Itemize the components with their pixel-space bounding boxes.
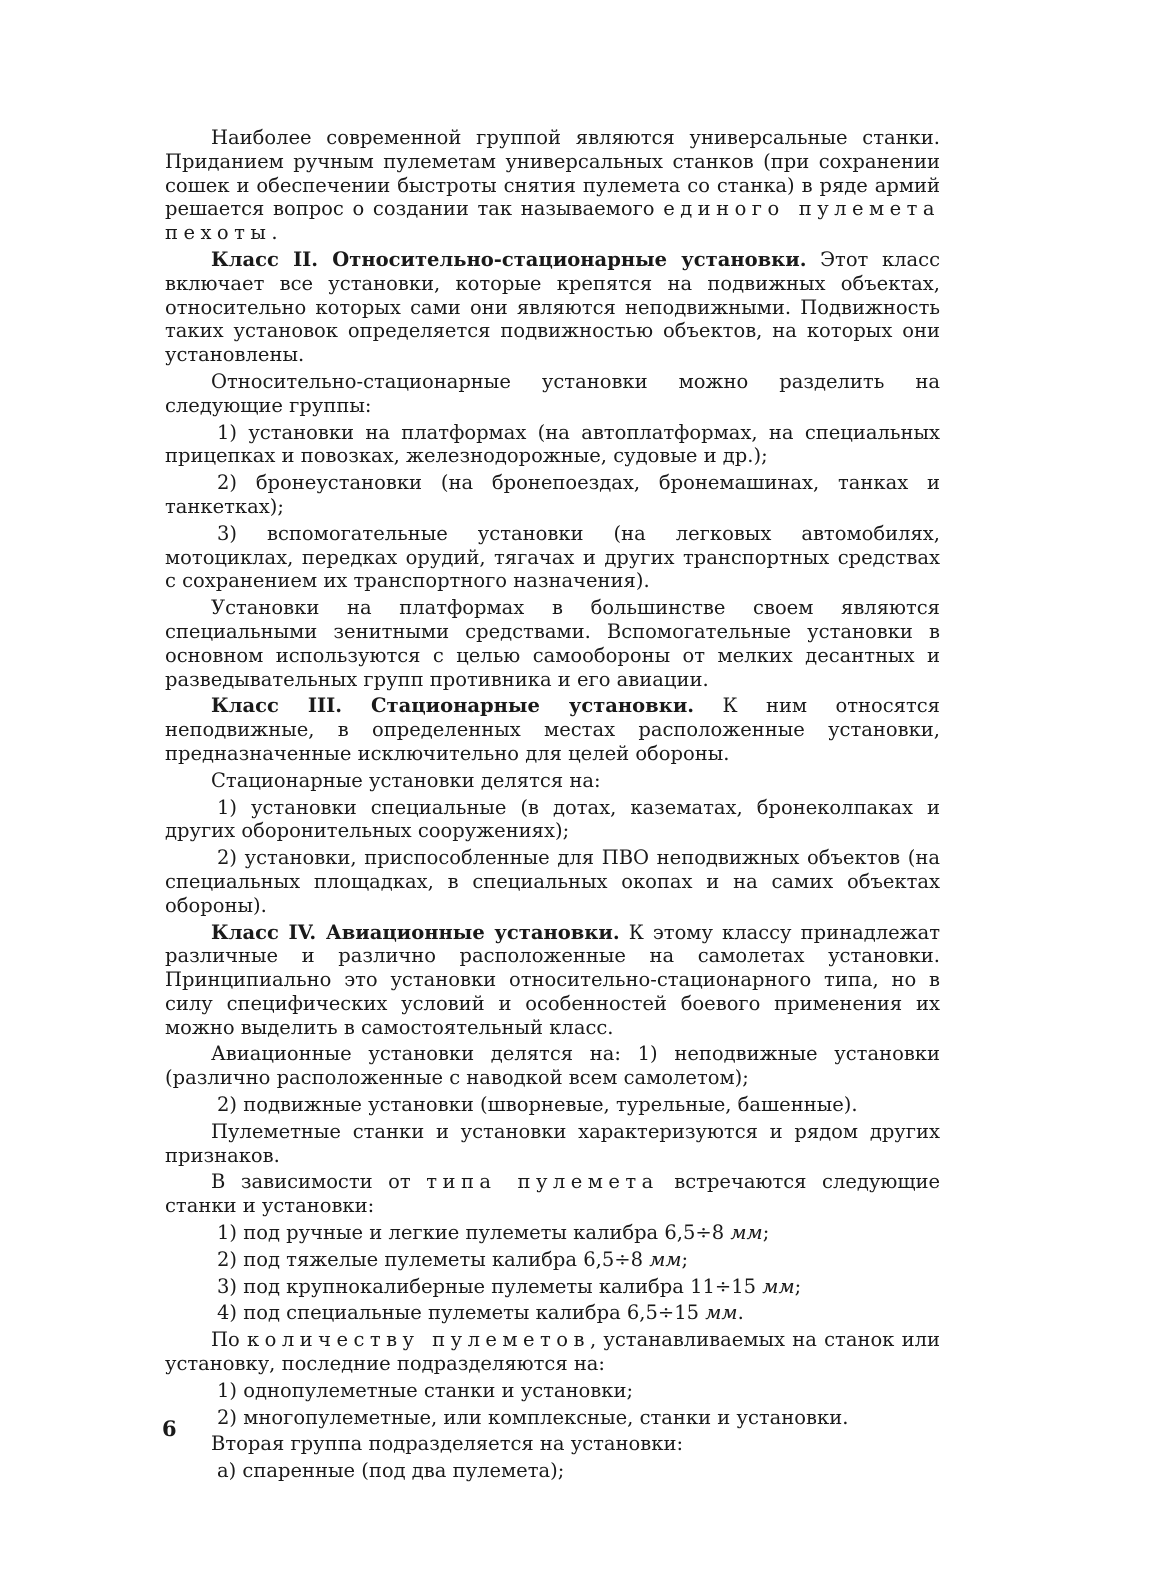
text-run: 2) многопулеметные, или комплексные, станки и установки. bbox=[217, 1405, 849, 1429]
section-heading: Класс II. Относительно-стационарные установки. bbox=[211, 247, 807, 271]
unit-label: мм bbox=[705, 1301, 738, 1325]
text-run: В зависимости от bbox=[211, 1170, 427, 1194]
list-item bbox=[165, 421, 940, 469]
list-item bbox=[165, 1248, 940, 1272]
text-run: ; bbox=[681, 1247, 689, 1271]
text-run: 1) под ручные и легкие пулеметы калибра 6,5÷8 bbox=[217, 1221, 731, 1245]
list-item bbox=[165, 471, 940, 519]
paragraph bbox=[165, 1042, 940, 1090]
text-run: , устанавливаемых на станок или установку, последние подразделяются на: bbox=[165, 1328, 940, 1376]
text-run: Вторая группа подразделяется на установки: bbox=[211, 1432, 684, 1456]
text-run: Стационарные установки делятся на: bbox=[211, 768, 601, 792]
list-item bbox=[165, 846, 940, 917]
text-run: 3) вспомогательные установки (на легковых автомобилях, мотоциклах, передках орудий, тягачах и других транспортных средствах с сохранением их транспортного назначения). bbox=[165, 521, 940, 593]
text-run: 1) установки на платформах (на автоплатформах, на специальных прицепках и повозках, железнодорожные, судовые и др.); bbox=[165, 420, 940, 468]
text-run: 1) установки специальные (в дотах, казематах, бронеколпаках и других оборонительных сооружениях); bbox=[165, 795, 940, 843]
unit-label: мм bbox=[649, 1247, 682, 1271]
section-heading: Класс IV. Авиационные установки. bbox=[211, 920, 620, 944]
text-run: встречаются следующие станки и установки: bbox=[165, 1170, 940, 1218]
text-run: Этот класс включает все установки, которые крепятся на подвижных объектах, относительно которых сами они являются неподвижными. Подвижность таких установок определяется подвижностью объектов, на которых они установлены. bbox=[165, 247, 940, 367]
paragraph bbox=[165, 370, 940, 418]
list-item bbox=[165, 1093, 940, 1117]
list-item bbox=[165, 1406, 940, 1430]
unit-label: мм bbox=[762, 1274, 795, 1298]
text-run: 3) под крупнокалиберные пулеметы калибра 11÷15 bbox=[217, 1274, 763, 1298]
text-run: 2) подвижные установки (шворневые, турельные, башенные). bbox=[217, 1093, 858, 1117]
text-run: К ним относятся неподвижные, в определенных местах расположенные установки, предназначенные исключительно для целей обороны. bbox=[165, 694, 940, 765]
page-body bbox=[165, 126, 940, 1486]
paragraph bbox=[165, 769, 940, 793]
text-run: По bbox=[211, 1328, 247, 1352]
list-item bbox=[165, 796, 940, 844]
paragraph bbox=[165, 694, 940, 765]
page-number: 6 bbox=[162, 1416, 177, 1441]
text-run: Относительно-стационарные установки можно разделить на следующие группы: bbox=[165, 369, 940, 417]
paragraph bbox=[165, 1120, 940, 1168]
paragraph bbox=[165, 921, 940, 1040]
list-item bbox=[165, 1379, 940, 1403]
text-run: а) спаренные (под два пулемета); bbox=[217, 1459, 565, 1483]
list-item bbox=[165, 1275, 940, 1299]
text-run: . bbox=[737, 1301, 744, 1325]
paragraph bbox=[165, 126, 940, 245]
text-run: 1) однопулеметные станки и установки; bbox=[217, 1378, 634, 1402]
list-item bbox=[165, 1221, 940, 1245]
list-item bbox=[165, 1301, 940, 1325]
text-run: Пулеметные станки и установки характеризуются и рядом других признаков. bbox=[165, 1119, 940, 1167]
spaced-emphasis: типа пулемета bbox=[426, 1170, 659, 1194]
unit-label: мм bbox=[730, 1221, 763, 1245]
list-item bbox=[165, 522, 940, 593]
paragraph bbox=[165, 1432, 940, 1456]
spaced-emphasis: количеству пулеметов bbox=[246, 1328, 590, 1352]
text-run: Установки на платформах в большинстве своем являются специальными зенитными средствами. Вспомогательные установки в основном используются с целью самообороны от мелких десантных и разведывательных групп противника и его авиации. bbox=[165, 596, 940, 691]
text-run: ; bbox=[794, 1274, 802, 1298]
section-heading: Класс III. Стационарные установки. bbox=[211, 694, 695, 718]
text-run: Авиационные установки делятся на: 1) неподвижные установки (различно расположенные с наводкой всем самолетом); bbox=[165, 1042, 940, 1090]
paragraph bbox=[165, 1170, 940, 1218]
paragraph bbox=[165, 1328, 940, 1376]
paragraph bbox=[165, 596, 940, 691]
text-run: 2) бронеустановки (на бронепоездах, бронемашинах, танках и танкетках); bbox=[165, 471, 940, 518]
text-run: . bbox=[271, 221, 278, 245]
spaced-emphasis: единого пулемета пехоты bbox=[165, 197, 940, 245]
list-item bbox=[165, 1459, 940, 1483]
text-run: 4) под специальные пулеметы калибра 6,5÷15 bbox=[217, 1301, 706, 1325]
paragraph bbox=[165, 248, 940, 367]
text-run: ; bbox=[762, 1221, 770, 1245]
text-run: Наиболее современной группой являются универсальные станки. Приданием ручным пулеметам универсальных станков (при сохранении сошек и обеспечении быстроты снятия пулемета со станка) в ряде армий решается вопрос о создании так называемого bbox=[165, 126, 940, 221]
text-run: К этому классу принадлежат различные и различно расположенные на самолетах установки. Принципиально это установки относительно-стационарного типа, но в силу специфических условий и особенностей боевого применения их можно выделить в самостоятельный класс. bbox=[165, 920, 940, 1039]
text-run: 2) установки, приспособленные для ПВО неподвижных объектов (на специальных площадках, в специальных окопах и на самих объектах обороны). bbox=[165, 846, 940, 917]
text-run: 2) под тяжелые пулеметы калибра 6,5÷8 bbox=[217, 1247, 650, 1271]
